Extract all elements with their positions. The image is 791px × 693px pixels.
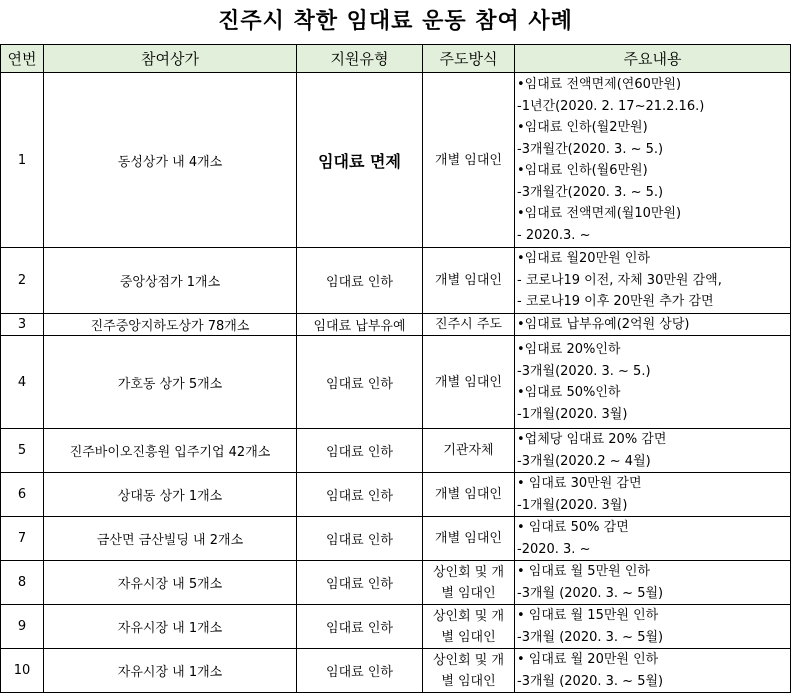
cell-content [515, 429, 791, 473]
cell-store: 진주바이오진흥원 입주기업 42개소 [44, 429, 297, 473]
cell-support-type: 임대료 면제 [297, 73, 423, 248]
cell-content [515, 336, 791, 429]
content-line: -3개월 (2020. 3. ~ 5월) [517, 629, 664, 645]
cell-no: 3 [1, 313, 44, 336]
table-body [1, 73, 791, 693]
table-row [1, 561, 791, 605]
lead-line: 개별 임대인 [435, 152, 502, 168]
content-line: •임대료 인하(월6만원) [517, 163, 648, 178]
content-line: - 코로나19 이후 20만원 추가 감면 [517, 294, 714, 309]
cell-store: 동성상가 내 4개소 [44, 73, 297, 248]
table-row [1, 473, 791, 517]
table-row [1, 73, 791, 248]
content-line: •임대료 전액면제(연60만원) [517, 77, 682, 92]
cell-lead-method [423, 336, 515, 429]
lead-line: 기관자체 [443, 443, 494, 458]
table-row [1, 649, 791, 693]
document-title: 진주시 착한 임대료 운동 참여 사례 [218, 9, 573, 34]
cell-no: 4 [1, 336, 44, 429]
lead-line: 진주시 주도 [435, 316, 502, 332]
cell-lead-method [423, 313, 515, 336]
cell-lead-method [423, 605, 515, 649]
content-line: -3개월(2020. 3. ~ 5.) [517, 363, 651, 379]
cell-content [515, 313, 791, 336]
cell-lead-method [423, 561, 515, 605]
cell-support-type: 임대료 인하 [297, 649, 423, 693]
cell-lead-method [423, 248, 515, 314]
cell-support-type: 임대료 인하 [297, 429, 423, 473]
cell-no: 6 [1, 473, 44, 517]
cell-no: 9 [1, 605, 44, 649]
content-line: -2020. 3. ~ [517, 541, 591, 557]
lead-line: 개별 임대인 [435, 374, 502, 390]
header-store: 참여상가 [44, 45, 297, 73]
cell-support-type: 임대료 인하 [297, 336, 423, 429]
cell-support-type: 임대료 인하 [297, 473, 423, 517]
cell-lead-method [423, 73, 515, 248]
lead-line: 별 임대인 [441, 585, 496, 601]
cell-no: 5 [1, 429, 44, 473]
content-line: •임대료 인하(월2만원) [517, 120, 648, 135]
content-line: •임대료 월20만원 인하 [517, 251, 650, 266]
content-line: -3개월간(2020. 3. ~ 5.) [517, 141, 664, 157]
table-row [1, 248, 791, 314]
content-line: - 코로나19 이전, 자체 30만원 감액, [517, 272, 722, 288]
content-line: •임대료 20%인하 [517, 342, 621, 357]
table-row [1, 336, 791, 429]
table-row [1, 605, 791, 649]
cell-support-type: 임대료 납부유예 [297, 313, 423, 336]
lead-line: 상인회 및 개 [432, 564, 505, 580]
content-line: - 2020.3. ~ [517, 227, 591, 243]
header-content: 주요내용 [515, 45, 791, 73]
header-type: 지원유형 [297, 45, 423, 73]
content-line: • 임대료 30만원 감면 [517, 476, 642, 491]
lead-line: 상인회 및 개 [432, 652, 505, 668]
cell-no: 8 [1, 561, 44, 605]
cell-no: 1 [1, 73, 44, 248]
cell-content [515, 248, 791, 314]
cell-no: 2 [1, 248, 44, 314]
cell-store: 자유시장 내 5개소 [44, 561, 297, 605]
lead-line: 별 임대인 [441, 629, 496, 645]
lead-line: 개별 임대인 [435, 487, 502, 502]
cell-store: 금산면 금산빌딩 내 2개소 [44, 517, 297, 561]
cell-lead-method [423, 473, 515, 517]
lead-line: 개별 임대인 [435, 531, 502, 546]
cell-lead-method [423, 429, 515, 473]
content-line: • 임대료 월 5만원 인하 [517, 564, 650, 579]
table-row [1, 429, 791, 473]
lead-line: 별 임대인 [441, 673, 496, 689]
lead-line: 상인회 및 개 [432, 608, 505, 624]
cell-content [515, 517, 791, 561]
content-line: -3개월 (2020. 3. ~ 5월) [517, 585, 664, 601]
cell-store: 진주중앙지하도상가 78개소 [44, 313, 297, 336]
lead-line: 개별 임대인 [435, 272, 502, 288]
cell-lead-method [423, 649, 515, 693]
content-line: -3개월 (2020. 3. ~ 5월) [517, 673, 664, 689]
content-line: -1개월(2020. 3월) [517, 406, 628, 422]
content-line: •임대료 50%인하 [517, 385, 621, 400]
cell-support-type: 임대료 인하 [297, 605, 423, 649]
content-line: -1년간(2020. 2. 17~21.2.16.) [517, 98, 705, 114]
cell-store: 가호동 상가 5개소 [44, 336, 297, 429]
table-row [1, 517, 791, 561]
cell-no: 7 [1, 517, 44, 561]
cell-support-type: 임대료 인하 [297, 517, 423, 561]
cell-store: 중앙상점가 1개소 [44, 248, 297, 314]
cell-store: 상대동 상가 1개소 [44, 473, 297, 517]
cell-support-type: 임대료 인하 [297, 561, 423, 605]
cell-no: 10 [1, 649, 44, 693]
cell-support-type: 임대료 인하 [297, 248, 423, 314]
content-line: -1개월(2020. 3월) [517, 497, 628, 513]
header-no: 연번 [1, 45, 44, 73]
cell-content [515, 73, 791, 248]
content-line: • 임대료 월 20만원 인하 [517, 652, 659, 667]
cell-content [515, 649, 791, 693]
header-row [1, 45, 791, 73]
cell-content [515, 473, 791, 517]
cell-store: 자유시장 내 1개소 [44, 605, 297, 649]
cell-lead-method [423, 517, 515, 561]
content-line: •업체당 임대료 20% 감면 [517, 432, 667, 447]
cell-content [515, 561, 791, 605]
cases-table [0, 44, 791, 693]
content-line: -3개월(2020.2 ~ 4월) [517, 453, 651, 469]
content-line: -3개월간(2020. 3. ~ 5.) [517, 184, 664, 200]
cell-store: 자유시장 내 1개소 [44, 649, 297, 693]
content-line: • 임대료 월 15만원 인하 [517, 608, 659, 623]
content-line: •임대료 납부유예(2억원 상당) [517, 316, 690, 332]
header-lead: 주도방식 [423, 45, 515, 73]
table-row [1, 313, 791, 336]
cell-content [515, 605, 791, 649]
content-line: • 임대료 50% 감면 [517, 520, 629, 535]
content-line: •임대료 전액면제(월10만원) [517, 206, 682, 221]
